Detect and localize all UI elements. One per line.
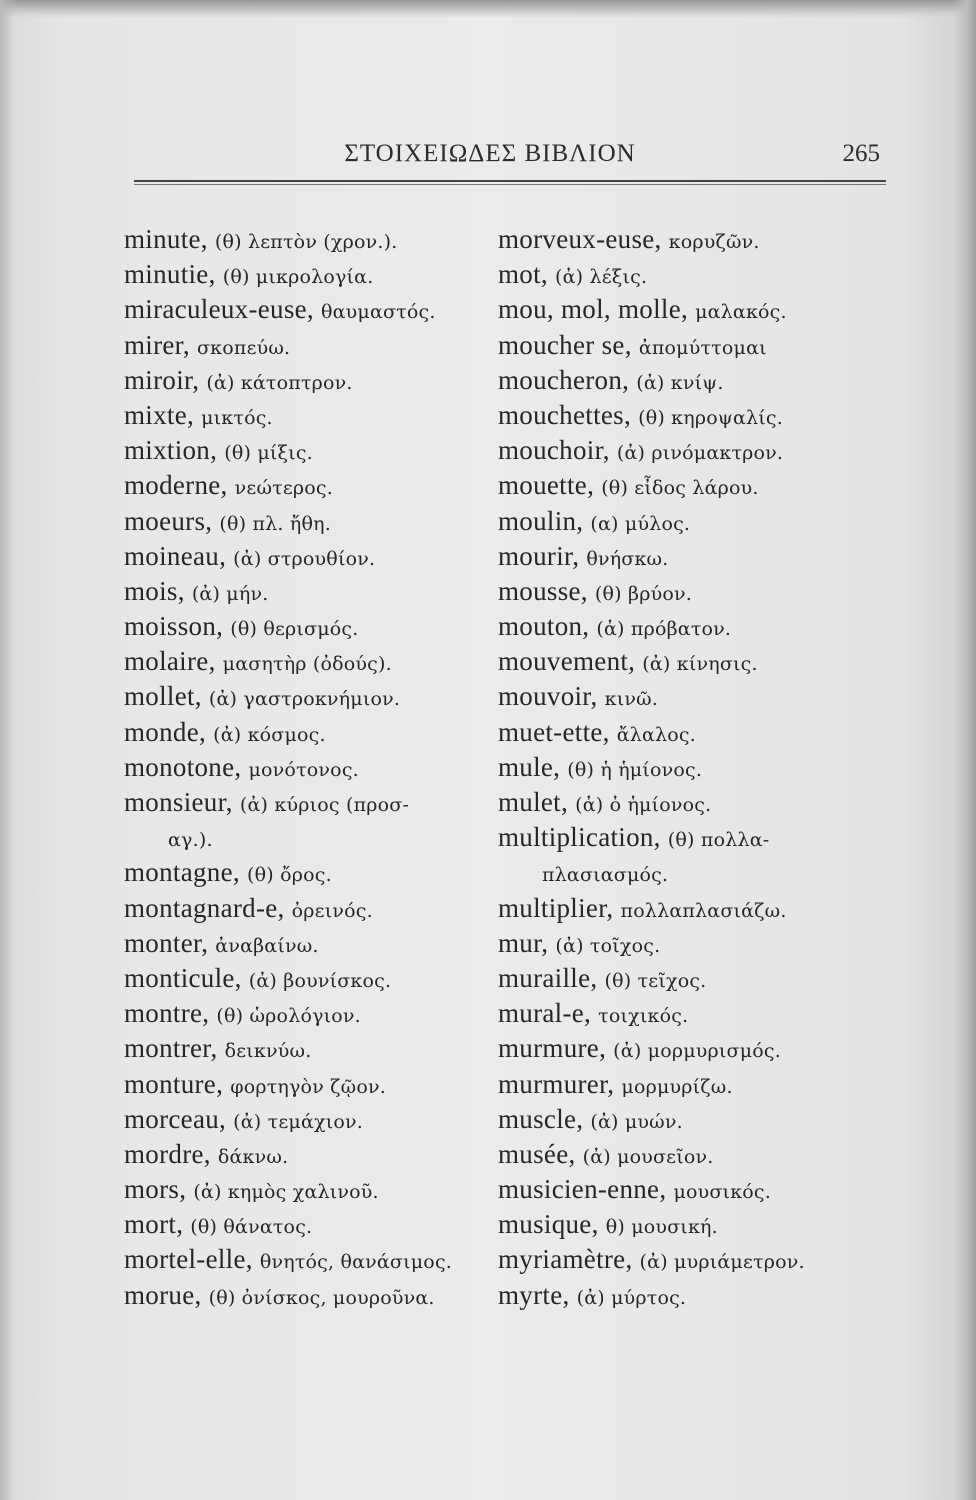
headword: moucher se, — [498, 329, 639, 360]
greek-definition: (ἀ) κνίψ. — [636, 371, 724, 394]
dictionary-entry — [498, 961, 878, 996]
dictionary-entry — [498, 715, 878, 750]
headword: mouchettes, — [498, 399, 639, 430]
dictionary-entry — [498, 926, 878, 961]
headword: monde, — [124, 716, 214, 747]
greek-definition: τοιχικός. — [598, 1005, 689, 1028]
headword: mouvoir, — [498, 681, 605, 712]
greek-definition: κινῶ. — [604, 688, 659, 711]
greek-definition: (ἀ) πρόβατον. — [596, 618, 732, 641]
headword: monticule, — [124, 962, 249, 993]
greek-definition: (θ) πολλα- — [667, 829, 770, 852]
greek-definition: (ἀ) κημὸς χαλινοῦ. — [193, 1181, 379, 1204]
headword: myrte, — [498, 1279, 577, 1310]
dictionary-entry — [124, 926, 496, 961]
headword: morceau, — [124, 1103, 234, 1134]
greek-definition: ἀναβαίνω. — [215, 934, 319, 957]
dictionary-entry — [124, 609, 496, 644]
headword: minute, — [124, 224, 215, 254]
greek-definition: σκοπεύω. — [197, 336, 291, 359]
dictionary-entry — [124, 1137, 496, 1172]
page-top-shadow — [0, 0, 976, 18]
headword: mort, — [124, 1209, 191, 1240]
headword: moisson, — [124, 611, 231, 642]
headword: moulin, — [498, 505, 591, 536]
greek-definition: (θ) ὡρολόγιον. — [216, 1005, 361, 1028]
headword: mural-e, — [498, 998, 599, 1029]
dictionary-entry — [498, 363, 878, 398]
dictionary-entry — [498, 468, 878, 503]
headword: monotone, — [124, 751, 249, 782]
headword: monsieur, — [124, 787, 240, 817]
greek-definition: (θ) τεῖχος. — [604, 969, 707, 992]
headword: mourir, — [498, 540, 587, 571]
greek-definition: μορμυρίζω. — [621, 1075, 733, 1098]
greek-definition: ἀπομύττομαι — [638, 336, 767, 359]
dictionary-entry — [124, 398, 496, 433]
headword: murmurer, — [498, 1068, 622, 1099]
greek-definition: μαλακός. — [695, 301, 787, 324]
headword: moeurs, — [124, 505, 220, 536]
headword: miraculeux-euse, — [124, 294, 322, 325]
greek-definition: (θ) ὀνίσκος, μουροῦνα. — [208, 1286, 435, 1309]
greek-definition: (ἀ) γαστροκνήμιον. — [208, 688, 401, 711]
headword: musique, — [498, 1209, 606, 1240]
dictionary-entry — [124, 644, 496, 679]
dictionary-entry — [498, 1278, 878, 1313]
dictionary-entry — [124, 504, 496, 539]
dictionary-entry — [124, 785, 496, 820]
headword: miroir, — [124, 364, 207, 395]
headword: montagnard-e, — [124, 892, 292, 923]
greek-definition: (ἀ) μυών. — [590, 1110, 683, 1133]
dictionary-entry — [498, 820, 878, 855]
dictionary-entry — [124, 679, 496, 714]
headword: montre, — [124, 998, 217, 1029]
headword: mousse, — [498, 575, 595, 606]
dictionary-entry-continuation — [498, 855, 878, 890]
dictionary-entry — [498, 433, 878, 468]
greek-definition: (ἀ) ρινόμακτρον. — [616, 442, 784, 465]
running-title: ΣΤΟΙΧΕΙΩΔΕΣ ΒΙΒΛΙΟΝ — [344, 140, 636, 167]
greek-definition: δάκνω. — [217, 1145, 289, 1168]
dictionary-entry — [498, 644, 878, 679]
headword: mordre, — [124, 1138, 218, 1169]
dictionary-entry — [124, 1067, 496, 1102]
dictionary-entry — [124, 1207, 496, 1242]
dictionary-entry — [124, 715, 496, 750]
greek-definition: θ) μουσική. — [605, 1216, 718, 1239]
dictionary-entry — [124, 961, 496, 996]
left-column — [124, 222, 496, 1313]
dictionary-entry — [498, 504, 878, 539]
dictionary-entry — [498, 398, 878, 433]
headword: molaire, — [124, 646, 223, 677]
dictionary-entry — [498, 1067, 878, 1102]
dictionary-entry — [498, 1137, 878, 1172]
header-rule — [134, 180, 886, 182]
headword: mollet, — [124, 681, 209, 712]
headword: moineau, — [124, 540, 234, 571]
dictionary-entry — [498, 292, 878, 327]
dictionary-entry — [124, 891, 496, 926]
dictionary-entry — [124, 996, 496, 1031]
greek-definition: θνητός, θανάσιμος. — [259, 1251, 453, 1274]
dictionary-entry — [498, 1242, 878, 1277]
dictionary-entry — [498, 1207, 878, 1242]
dictionary-entry — [498, 891, 878, 926]
headword: mulet, — [498, 787, 576, 817]
headword: minutie, — [124, 259, 223, 290]
headword: mirer, — [124, 329, 197, 360]
greek-definition: (θ) θερισμός. — [230, 618, 359, 641]
dictionary-entry — [124, 257, 496, 292]
greek-definition: (ἀ) μυριάμετρον. — [639, 1251, 805, 1274]
greek-definition: (θ) ὄρος. — [246, 864, 332, 887]
greek-definition: μικτός. — [201, 406, 273, 429]
dictionary-entry-continuation — [124, 820, 496, 855]
greek-definition: (ἀ) κίνησις. — [642, 653, 758, 676]
greek-definition: αγ.). — [168, 829, 213, 852]
dictionary-entry — [498, 679, 878, 714]
greek-definition: πλασιασμός. — [542, 864, 669, 887]
dictionary-entry — [124, 328, 496, 363]
headword: musée, — [498, 1138, 583, 1169]
dictionary-entry — [124, 1102, 496, 1137]
running-header — [130, 136, 890, 176]
headword: mixte, — [124, 399, 202, 430]
greek-definition: νεώτερος. — [234, 477, 334, 500]
greek-definition: πολλαπλασιάζω. — [620, 899, 787, 922]
dictionary-entry — [124, 363, 496, 398]
greek-definition: μασητὴρ (ὀδούς). — [222, 653, 392, 676]
greek-definition: (θ) βρύον. — [594, 582, 692, 605]
headword: monter, — [124, 927, 216, 958]
dictionary-entry — [124, 1031, 496, 1066]
dictionary-entry — [498, 1031, 878, 1066]
dictionary-entry — [124, 855, 496, 890]
greek-definition: μουσικός. — [673, 1181, 772, 1204]
page-left-shadow — [0, 0, 14, 1500]
headword: mixtion, — [124, 435, 225, 466]
dictionary-entry — [124, 1242, 496, 1277]
dictionary-entry — [124, 1278, 496, 1313]
headword: murmure, — [498, 1033, 614, 1064]
greek-definition: (ἀ) μουσεῖον. — [582, 1145, 714, 1168]
headword: mule, — [498, 751, 568, 782]
greek-definition: (ἀ) μορμυρισμός. — [613, 1040, 781, 1063]
headword: multiplication, — [498, 822, 668, 853]
dictionary-entry — [498, 750, 878, 785]
headword: mouton, — [498, 611, 597, 642]
greek-definition: (ἀ) ὁ ἡμίονος. — [575, 794, 712, 816]
greek-definition: ἄλαλος. — [616, 723, 697, 746]
headword: mouchoir, — [498, 435, 617, 466]
dictionary-entry — [498, 539, 878, 574]
headword: myriamètre, — [498, 1244, 640, 1275]
headword: moucheron, — [498, 364, 637, 395]
greek-definition: (θ) μίξις. — [224, 442, 313, 465]
headword: morveux-euse, — [498, 224, 669, 254]
greek-definition: (ἀ) κάτοπτρον. — [206, 371, 353, 394]
headword: montrer, — [124, 1033, 225, 1064]
greek-definition: (θ) θάνατος. — [190, 1216, 313, 1239]
headword: mouvement, — [498, 646, 643, 677]
greek-definition: (θ) εἶδος λάρου. — [601, 477, 759, 500]
greek-definition: (ἀ) κύριος (προσ- — [239, 794, 410, 816]
headword: mouette, — [498, 470, 602, 501]
greek-definition: (ἀ) τεμάχιον. — [233, 1110, 363, 1133]
dictionary-entry — [498, 996, 878, 1031]
headword: muscle, — [498, 1103, 591, 1134]
greek-definition: (α) μύλος. — [590, 512, 691, 535]
dictionary-entry — [124, 574, 496, 609]
header-rule-thin — [134, 184, 886, 185]
headword: montagne, — [124, 857, 247, 888]
dictionary-entry — [498, 257, 878, 292]
headword: musicien-enne, — [498, 1174, 674, 1205]
greek-definition: (ἀ) λέξις. — [555, 266, 648, 289]
greek-definition: (ἀ) μύρτος. — [576, 1286, 687, 1309]
greek-definition: (ἀ) στρουθίον. — [233, 547, 376, 570]
greek-definition: φορτηγὸν ζῷον. — [230, 1075, 386, 1098]
greek-definition: (ἀ) βουνίσκος. — [248, 969, 392, 992]
dictionary-entry — [124, 539, 496, 574]
dictionary-entry — [124, 292, 496, 327]
greek-definition: (θ) λεπτὸν (χρον.). — [214, 231, 398, 253]
greek-definition: μονότονος. — [248, 758, 359, 781]
dictionary-entry — [498, 222, 878, 257]
dictionary-entry — [124, 468, 496, 503]
dictionary-entry — [498, 1172, 878, 1207]
headword: mot, — [498, 259, 556, 290]
greek-definition: ὀρεινός. — [291, 899, 373, 922]
page-right-shadow — [954, 0, 976, 1500]
page-number: 265 — [842, 140, 880, 167]
dictionary-entry — [498, 609, 878, 644]
headword: mors, — [124, 1174, 194, 1205]
greek-definition: (ἀ) μήν. — [191, 582, 269, 605]
dictionary-entry — [498, 1102, 878, 1137]
headword: muraille, — [498, 962, 605, 993]
dictionary-entry — [124, 433, 496, 468]
headword: mou, mol, molle, — [498, 294, 696, 325]
dictionary-entry — [124, 1172, 496, 1207]
headword: multiplier, — [498, 892, 621, 923]
greek-definition: (ἀ) κόσμος. — [213, 723, 326, 746]
headword: muet-ette, — [498, 716, 617, 747]
dictionary-entry — [498, 328, 878, 363]
headword: mur, — [498, 927, 556, 958]
greek-definition: θνήσκω. — [586, 547, 669, 570]
greek-definition: (θ) πλ. ἤθη. — [219, 512, 331, 535]
headword: mois, — [124, 575, 192, 606]
greek-definition: (θ) κηροψαλίς. — [638, 406, 783, 429]
greek-definition: (θ) ἡ ἡμίονος. — [567, 758, 703, 781]
greek-definition: (ἀ) τοῖχος. — [555, 934, 661, 957]
greek-definition: θαυμαστός. — [321, 301, 436, 324]
greek-definition: (θ) μικρολογία. — [222, 266, 374, 289]
dictionary-entry — [498, 785, 878, 820]
greek-definition: δεικνύω. — [224, 1040, 312, 1063]
headword: moderne, — [124, 470, 235, 501]
headword: mortel-elle, — [124, 1244, 260, 1275]
dictionary-entry — [498, 574, 878, 609]
right-column — [498, 222, 878, 1313]
headword: morue, — [124, 1279, 209, 1310]
dictionary-entry — [124, 750, 496, 785]
headword: monture, — [124, 1068, 231, 1099]
dictionary-entry — [124, 222, 496, 257]
greek-definition: κορυζῶν. — [668, 231, 760, 253]
